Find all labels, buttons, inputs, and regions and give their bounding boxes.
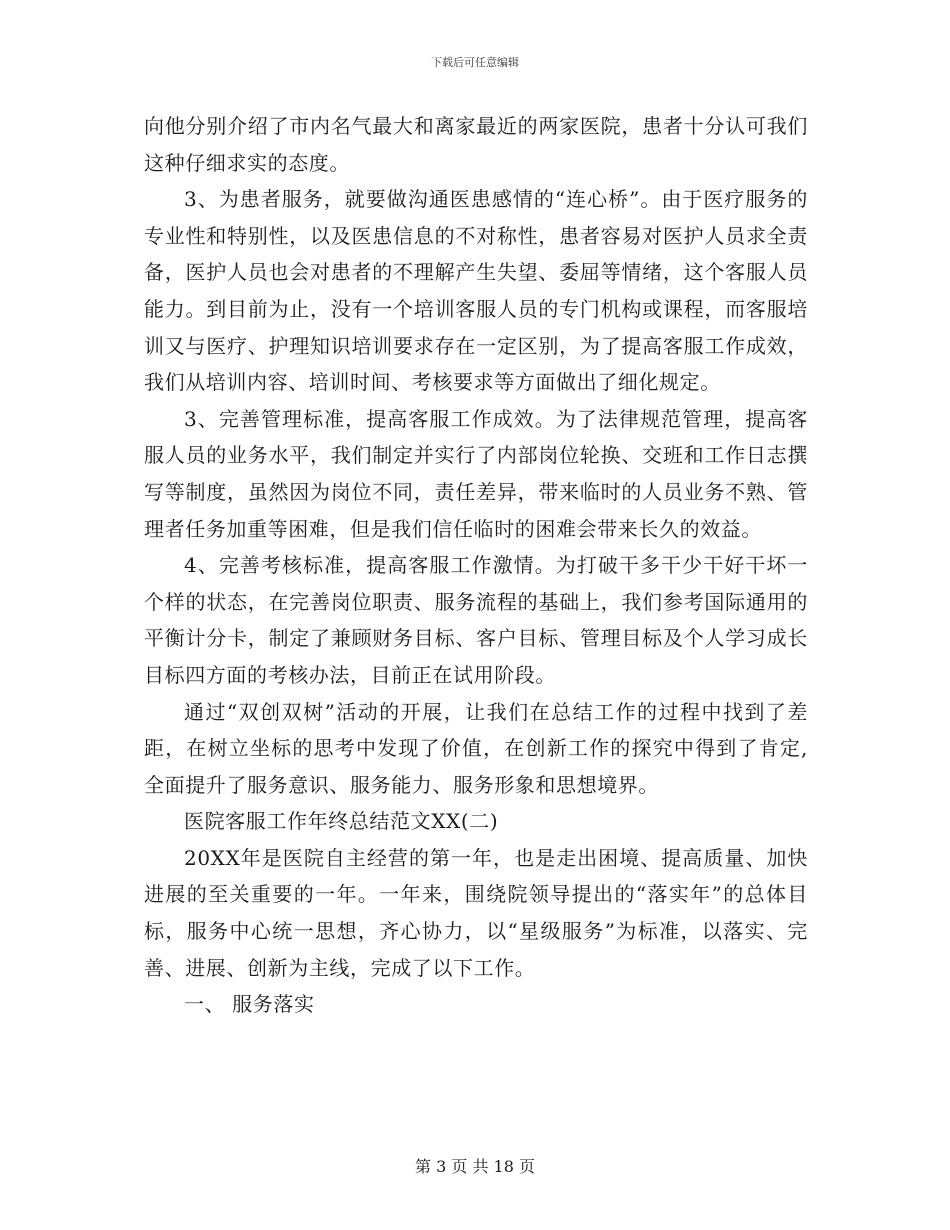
paragraph-item-3-management: 3、完善管理标准，提高客服工作成效。为了法律规范管理，提高客服人员的业务水平，我们制定并实行了内部岗位轮换、交班和工作日志撰写等制度，虽然因为岗位不同，责任差异，带来临时的人员业务不熟、管理者任务加重等困难，但是我们信任临时的困难会带来长久的效益。 [144, 406, 808, 541]
paragraph-item-3-bridge: 3、为患者服务，就要做沟通医患感情的“连心桥”。由于医疗服务的专业性和特别性，以及医患信息的不对称性，患者容易对医护人员求全责备，医护人员也会对患者的不理解产生失望、委屈等情绪，这个客服人员能力。到目前为止，没有一个培训客服人员的专门机构或课程，而客服培训又与医疗、护理知识培训要求存在一定区别，为了提高客服工作成效，我们从培训内容、培训时间、考核要求等方面做出了细化规定。 [144, 187, 808, 395]
section-title: 医院客服工作年终总结范文XX(二) [184, 809, 499, 834]
paragraph-item-4-assessment: 4、完善考核标准，提高客服工作激情。为打破干多干少干好干坏一个样的状态，在完善岗位职责、服务流程的基础上，我们参考国际通用的平衡计分卡，制定了兼顾财务目标、客户目标、管理目标及个人学习成长目标四方面的考核办法，目前正在试用阶段。 [144, 553, 808, 687]
document-body [144, 108, 808, 1023]
paragraph-continuation: 向他分别介绍了市内名气最大和离家最近的两家医院，患者十分认可我们这种仔细求实的态度。 [144, 114, 808, 175]
paragraph-summary: 通过“双创双树”活动的开展，让我们在总结工作的过程中找到了差距，在树立坐标的思考中发现了价值，在创新工作的探究中得到了肯定,全面提升了服务意识、服务能力、服务形象和思想境界。 [144, 699, 808, 797]
section-heading-service: 一、 服务落实 [184, 992, 315, 1017]
paragraph-intro: 20XX年是医院自主经营的第一年，也是走出困境、提高质量、加快进展的至关重要的一年。一年来，围绕院领导提出的“落实年”的总体目标，服务中心统一思想，齐心协力，以“星级服务”为标准，以落实、完善、进展、创新为主线，完成了以下工作。 [144, 845, 808, 980]
page-header: 下载后可任意编辑 [431, 56, 519, 69]
page-footer: 第 3 页 共 18 页 [415, 1157, 535, 1176]
